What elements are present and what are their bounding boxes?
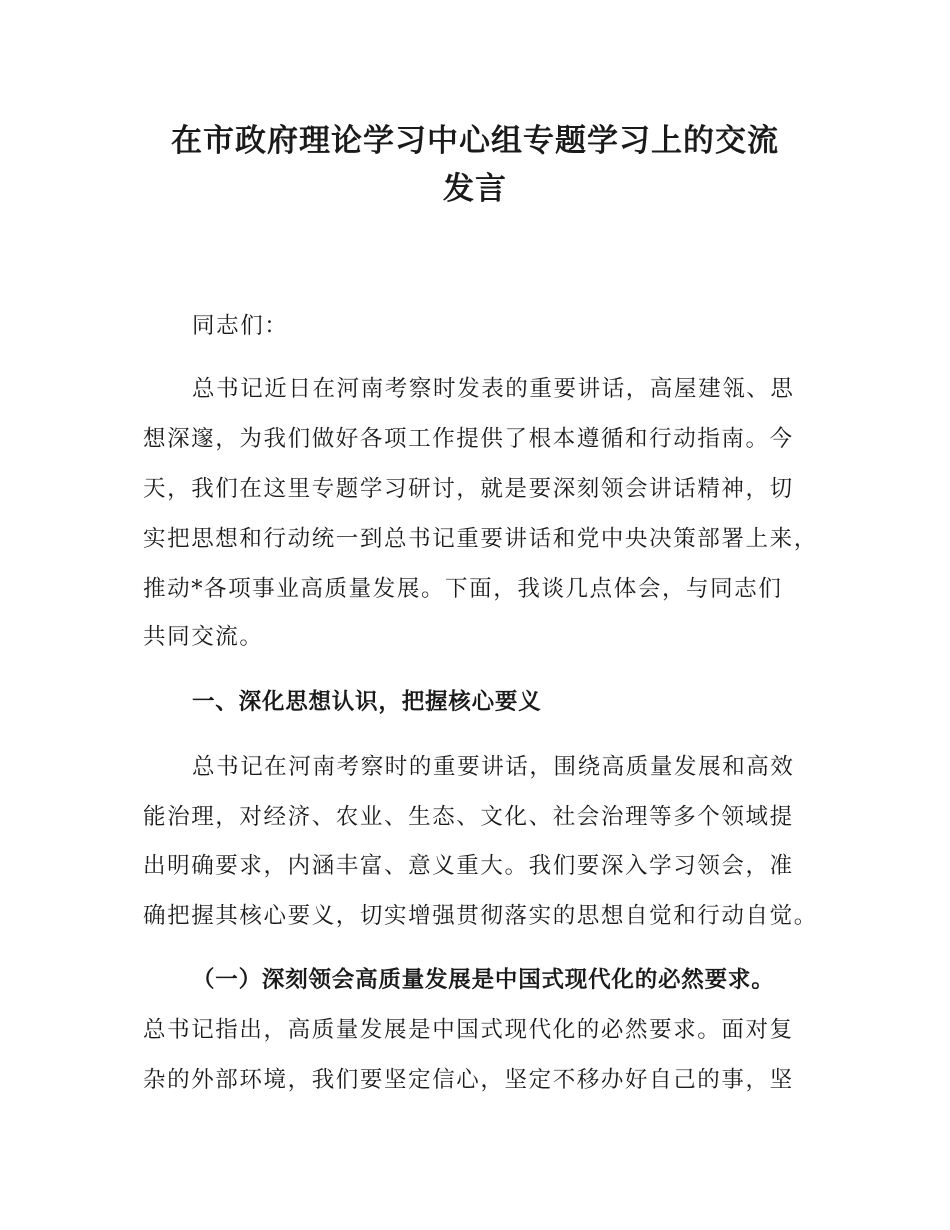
paragraph-2-line: 能治理，对经济、农业、生态、文化、社会治理等多个领域提 — [143, 804, 794, 830]
paragraph-3-line: 总书记指出，高质量发展是中国式现代化的必然要求。面对复 — [143, 1017, 794, 1043]
paragraph-1-line: 总书记近日在河南考察时发表的重要讲话，高屋建瓴、思 — [192, 376, 795, 402]
paragraph-1-line: 实把思想和行动统一到总书记重要讲话和党中央决策部署上来， — [143, 526, 818, 552]
subsection-heading: （一）深刻领会高质量发展是中国式现代化的必然要求。 — [192, 967, 775, 993]
salutation: 同志们： — [192, 313, 289, 339]
paragraph-2-line: 确把握其核心要义，切实增强贯彻落实的思想自觉和行动自觉。 — [143, 903, 818, 929]
document-title-continued: 发言 — [443, 171, 507, 207]
paragraph-2-line: 出明确要求，内涵丰富、意义重大。我们要深入学习领会，准 — [143, 853, 794, 879]
paragraph-3-line: 杂的外部环境，我们要坚定信心，坚定不移办好自己的事，坚 — [143, 1067, 794, 1093]
paragraph-2-line: 总书记在河南考察时的重要讲话，围绕高质量发展和高效 — [192, 754, 795, 780]
paragraph-1-line: 想深邃，为我们做好各项工作提供了根本遵循和行动指南。今 — [143, 426, 794, 452]
paragraph-1-line: 推动*各项事业高质量发展。下面，我谈几点体会，与同志们 — [143, 576, 783, 602]
paragraph-1-line: 天，我们在这里专题学习研讨，就是要深刻领会讲话精神，切 — [143, 476, 794, 502]
section-heading: 一、深化思想认识，把握核心要义 — [192, 689, 542, 715]
paragraph-1-line: 共同交流。 — [143, 624, 264, 650]
document-title: 在市政府理论学习中心组专题学习上的交流 — [171, 123, 779, 159]
